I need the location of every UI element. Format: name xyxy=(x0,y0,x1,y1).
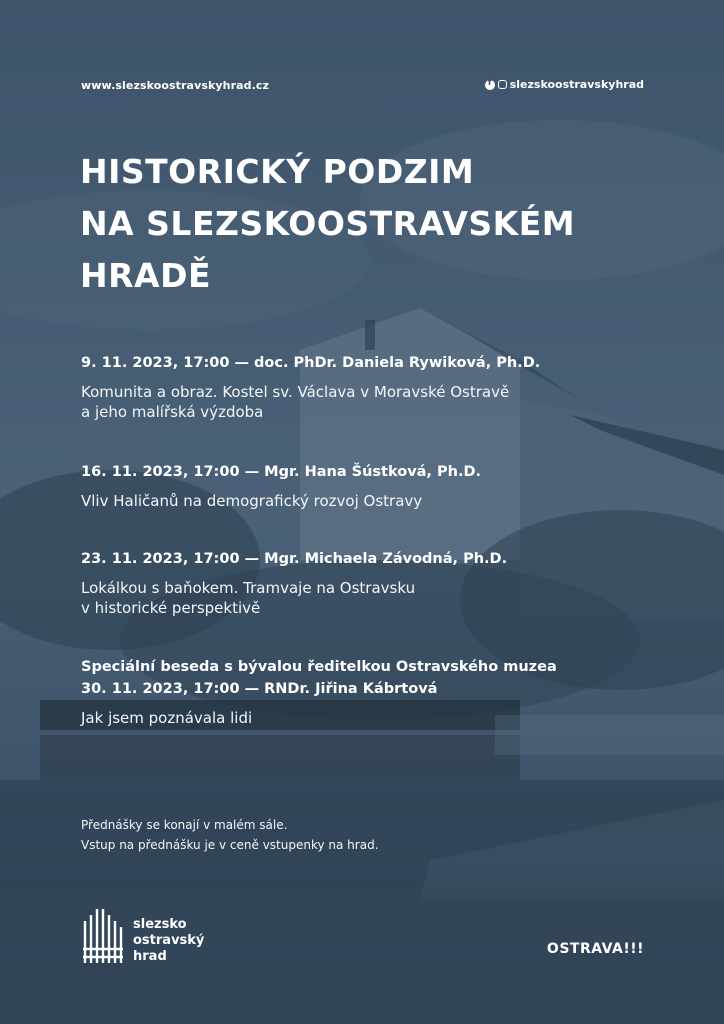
event-special-heading: Speciální beseda s bývalou ředitelkou Ostravského muzea xyxy=(81,659,557,675)
event-topic xyxy=(81,578,681,618)
instagram-icon xyxy=(498,80,507,89)
event-topic xyxy=(81,708,681,728)
social-handle-group[interactable] xyxy=(485,78,644,91)
logo-line: hrad xyxy=(133,949,167,964)
event-heading: 9. 11. 2023, 17:00 — doc. PhDr. Daniela Rywiková, Ph.D. xyxy=(81,355,541,371)
title-line: NA SLEZSKOOSTRAVSKÉM xyxy=(80,204,576,243)
note-line: Přednášky se konají v malém sále. xyxy=(81,818,288,832)
event-topic-line: v historické perspektivě xyxy=(81,599,261,617)
title-line: HISTORICKÝ PODZIM xyxy=(80,152,475,191)
event-4 xyxy=(81,656,681,728)
ostrava-brand: OSTRAVA!!! xyxy=(546,941,644,957)
castle-logo xyxy=(81,905,204,965)
logo-text xyxy=(133,917,204,965)
event-topic-line: Jak jsem poznávala lidi xyxy=(81,709,253,727)
event-topic-line: a jeho malířská výzdoba xyxy=(81,403,264,421)
event-1 xyxy=(81,352,681,422)
event-topic xyxy=(81,382,681,422)
website-url[interactable]: www.slezskoostravskyhrad.cz xyxy=(81,79,270,92)
castle-logo-icon xyxy=(81,905,125,965)
page-title xyxy=(80,146,680,302)
note-line: Vstup na přednášku je v ceně vstupenky na hrad. xyxy=(81,838,379,852)
title-line: HRADĚ xyxy=(80,256,212,295)
event-2 xyxy=(81,461,681,511)
footer-notes xyxy=(81,815,379,855)
event-topic-line: Komunita a obraz. Kostel sv. Václava v Moravské Ostravě xyxy=(81,383,510,401)
event-heading: 16. 11. 2023, 17:00 — Mgr. Hana Šústková, Ph.D. xyxy=(81,464,481,480)
event-3 xyxy=(81,548,681,618)
event-heading: 30. 11. 2023, 17:00 — RNDr. Jiřina Kábrtová xyxy=(81,681,438,697)
logo-line: ostravský xyxy=(133,933,205,948)
logo-line: slezsko xyxy=(133,917,187,932)
event-heading: 23. 11. 2023, 17:00 — Mgr. Michaela Závodná, Ph.D. xyxy=(81,551,508,567)
facebook-icon xyxy=(485,80,495,90)
social-handle: slezskoostravskyhrad xyxy=(509,78,644,91)
event-topic-line: Lokálkou s baňokem. Tramvaje na Ostravsku xyxy=(81,579,416,597)
event-topic-line: Vliv Haličanů na demografický rozvoj Ostravy xyxy=(81,492,423,510)
event-topic xyxy=(81,491,681,511)
